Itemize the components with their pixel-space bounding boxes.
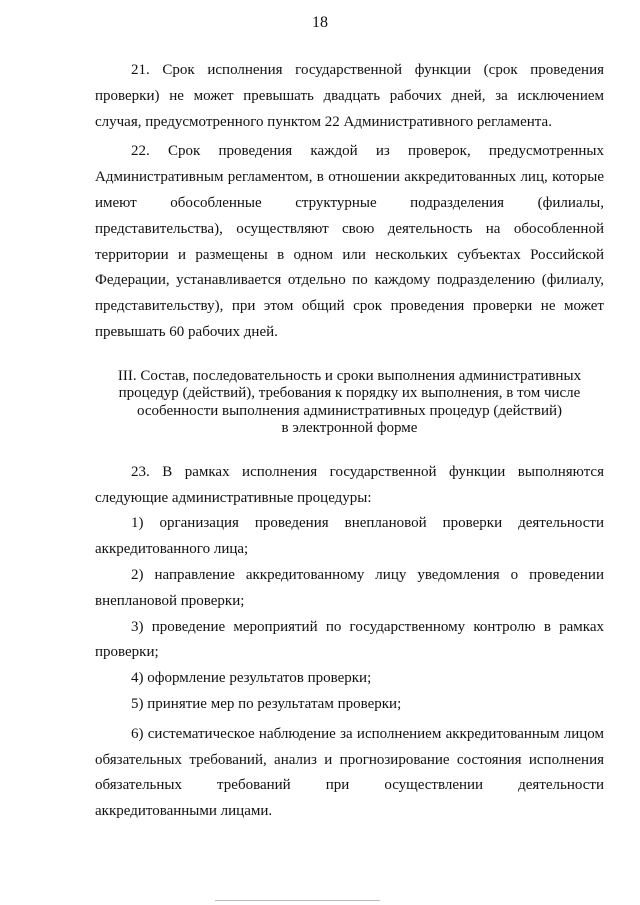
procedure-item-3: 3) проведение мероприятий по государственному контролю в рамках проверки; (95, 618, 604, 661)
procedure-item-1: 1) организация проведения внеплановой проверки деятельности аккредитованного лица; (95, 515, 604, 558)
procedure-item-2: 2) направление аккредитованному лицу уведомления о проведении внеплановой проверки; (95, 566, 604, 609)
page-number: 18 (312, 14, 328, 31)
procedure-item-4: 4) оформление результатов проверки; (131, 670, 372, 687)
procedure-item-6: 6) систематическое наблюдение за исполнением аккредитованным лицом обязательных требований, анализ и прогнозирование состояния исполнения обязательных требований при осуществлении деятельности аккредитованными лицами. (95, 725, 604, 820)
document-body (95, 58, 604, 825)
paragraph-22: 22. Срок проведения каждой из проверок, предусмотренных Административным регламентом, в отношении аккредитованных лиц, которые имеют обособленные структурные подразделения (филиалы, представительства), осуществляют свою деятельность на обособленной территории и размещены в одном или нескольких субъектах Российской Федерации, устанавливается отдельно по каждому подразделению (филиалу, представительству), при этом общий срок проведения проверки не может превышать 60 рабочих дней. (95, 143, 604, 340)
section-heading-line-2: процедур (действий), требования к порядку их выполнения, в том числе (118, 385, 581, 402)
procedure-item-5: 5) принятие мер по результатам проверки; (131, 695, 402, 712)
section-heading (95, 368, 604, 438)
section-heading-line-3: особенности выполнения административных процедур (действий) (136, 402, 562, 419)
paragraph-21: 21. Срок исполнения государственной функции (срок проведения проверки) не может превышать двадцать рабочих дней, за исключением случая, предусмотренного пунктом 22 Административного регламента. (95, 62, 604, 130)
paragraph-23-intro: 23. В рамках исполнения государственной функции выполняются следующие административные процедуры: (95, 463, 604, 506)
section-heading-line-1: III. Состав, последовательность и сроки выполнения административных (117, 367, 582, 384)
page-bottom-rule (215, 900, 380, 901)
section-heading-line-4: в электронной форме (281, 420, 418, 437)
